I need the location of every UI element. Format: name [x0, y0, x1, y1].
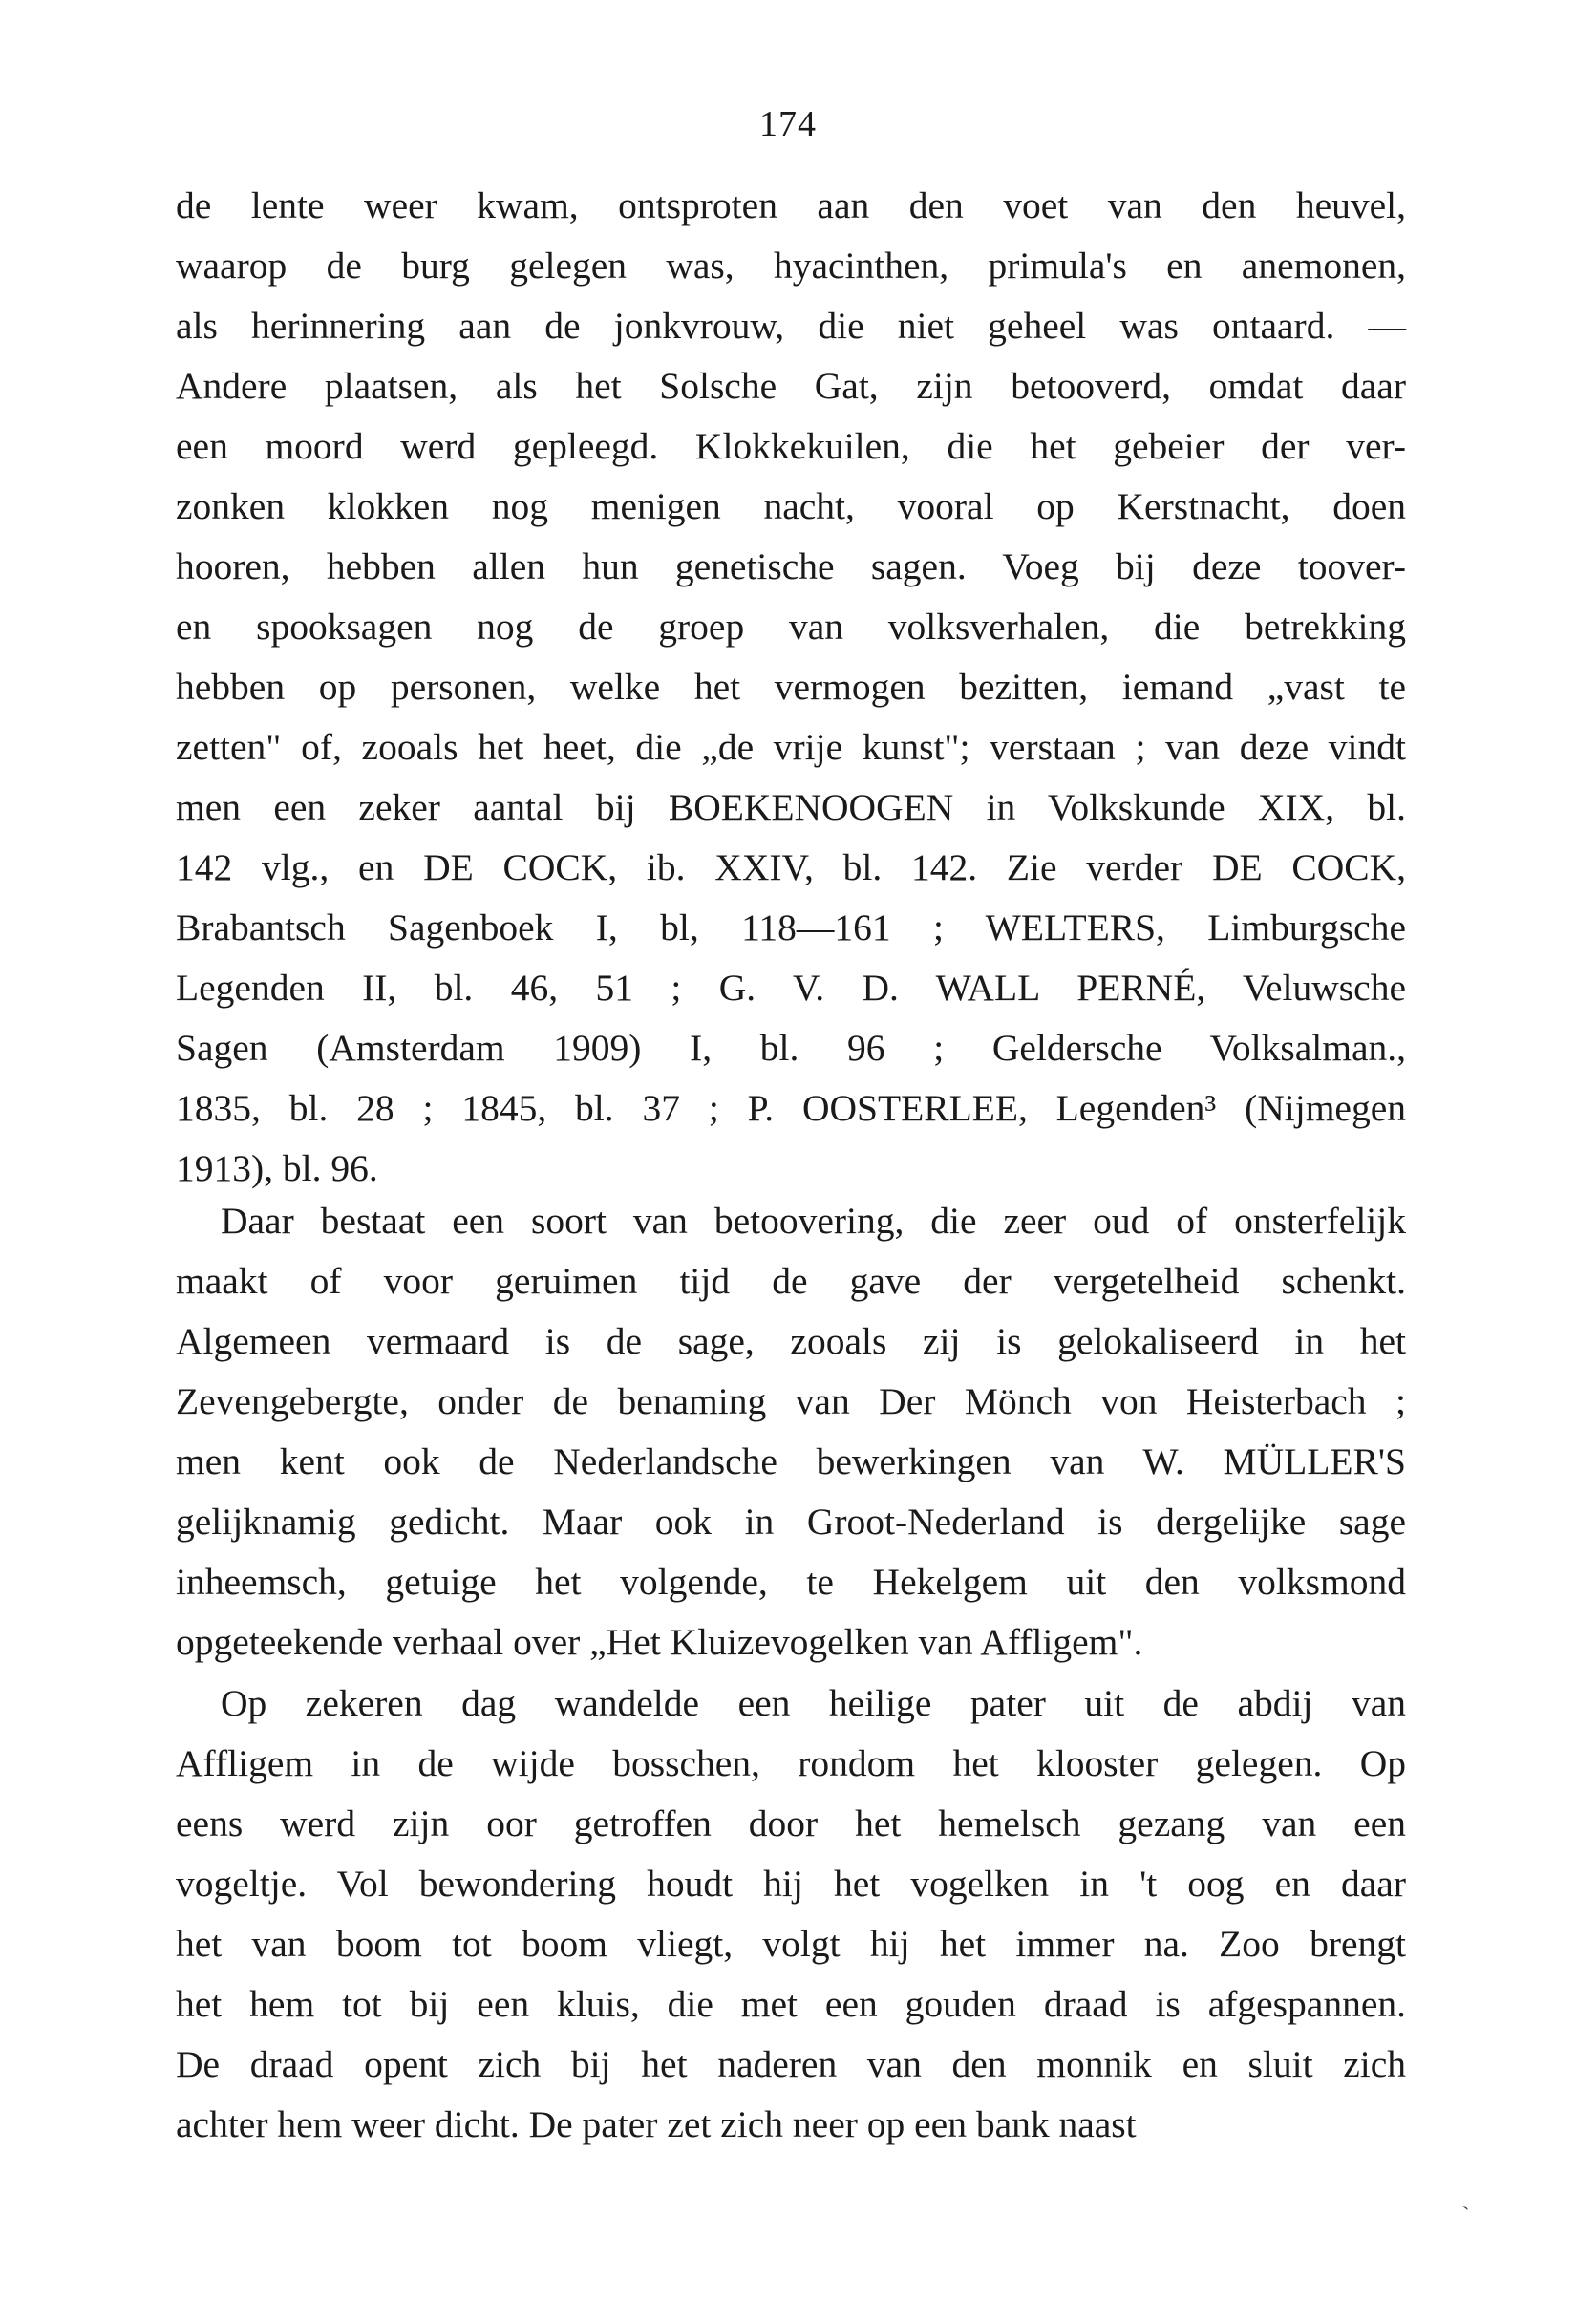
text-line: 1835, bl. 28 ; 1845, bl. 37 ; P. OOSTERLEE, Legenden³ (Nijmegen: [176, 1087, 1406, 1129]
paragraph: [176, 176, 1406, 1199]
text-line: Op zekeren dag wandelde een heilige pater uit de abdij van: [221, 1682, 1406, 1724]
text-line: eens werd zijn oor getroffen door het hemelsch gezang van een: [176, 1802, 1406, 1844]
text-line: Andere plaatsen, als het Solsche Gat, zijn betooverd, omdat daar: [176, 365, 1406, 407]
text-line: hebben op personen, welke het vermogen bezitten, iemand „vast te: [176, 666, 1406, 708]
text-line: zetten" of, zooals het heet, die „de vrije kunst"; verstaan ; van deze vindt: [176, 726, 1406, 768]
text-line: vogeltje. Vol bewondering houdt hij het vogelken in 't oog en daar: [176, 1863, 1406, 1905]
text-line: zonken klokken nog menigen nacht, vooral op Kerstnacht, doen: [176, 485, 1406, 527]
page-number: 174: [759, 104, 817, 144]
text-line: Algemeen vermaard is de sage, zooals zij is gelokaliseerd in het: [176, 1320, 1406, 1362]
text-line: inheemsch, getuige het volgende, te Hekelgem uit den volksmond: [176, 1561, 1406, 1603]
text-line: men kent ook de Nederlandsche bewerkingen van W. MÜLLER'S: [176, 1440, 1406, 1482]
text-line: Zevengebergte, onder de benaming van Der Mönch von Heisterbach ;: [176, 1380, 1406, 1422]
text-line: de lente weer kwam, ontsproten aan den voet van den heuvel,: [176, 184, 1406, 226]
text-line: Affligem in de wijde bosschen, rondom het klooster gelegen. Op: [176, 1742, 1406, 1784]
text-line: men een zeker aantal bij BOEKENOOGEN in Volkskunde XIX, bl.: [176, 786, 1406, 828]
text-line: opgeteekende verhaal over „Het Kluizevogelken van Affligem".: [176, 1621, 1143, 1663]
text-line: het van boom tot boom vliegt, volgt hij het immer na. Zoo brengt: [176, 1923, 1406, 1965]
text-line: gelijknamig gedicht. Maar ook in Groot-Nederland is dergelijke sage: [176, 1501, 1406, 1543]
text-line: Sagen (Amsterdam 1909) I, bl. 96 ; Geldersche Volksalman.,: [176, 1027, 1406, 1069]
text-line: waarop de burg gelegen was, hyacinthen, primula's en anemonen,: [176, 245, 1406, 287]
text-line: achter hem weer dicht. De pater zet zich neer op een bank naast: [176, 2103, 1137, 2145]
text-line: en spooksagen nog de groep van volksverhalen, die betrekking: [176, 606, 1406, 648]
text-line: 142 vlg., en DE COCK, ib. XXIV, bl. 142. Zie verder DE COCK,: [176, 846, 1406, 888]
text-line: als herinnering aan de jonkvrouw, die niet geheel was ontaard. —: [176, 305, 1406, 347]
text-line: De draad opent zich bij het naderen van den monnik en sluit zich: [176, 2043, 1406, 2085]
text-line: het hem tot bij een kluis, die met een gouden draad is afgespannen.: [176, 1983, 1406, 2025]
text-line: Brabantsch Sagenboek I, bl, 118—161 ; WELTERS, Limburgsche: [176, 906, 1406, 949]
text-line: een moord werd gepleegd. Klokkekuilen, die het gebeier der ver-: [176, 425, 1406, 467]
text-line: hooren, hebben allen hun genetische sagen. Voeg bij deze toover-: [176, 545, 1406, 587]
paragraph: [176, 1674, 1406, 2155]
text-line: Daar bestaat een soort van betoovering, die zeer oud of onsterfelijk: [221, 1200, 1406, 1242]
text-line: Legenden II, bl. 46, 51 ; G. V. D. WALL PERNÉ, Veluwsche: [176, 967, 1406, 1009]
paragraph: [176, 1191, 1406, 1673]
stray-mark: ˋ: [1461, 2202, 1470, 2229]
text-line: maakt of voor geruimen tijd de gave der vergetelheid schenkt.: [176, 1260, 1406, 1302]
text-line: 1913), bl. 96.: [176, 1147, 378, 1189]
